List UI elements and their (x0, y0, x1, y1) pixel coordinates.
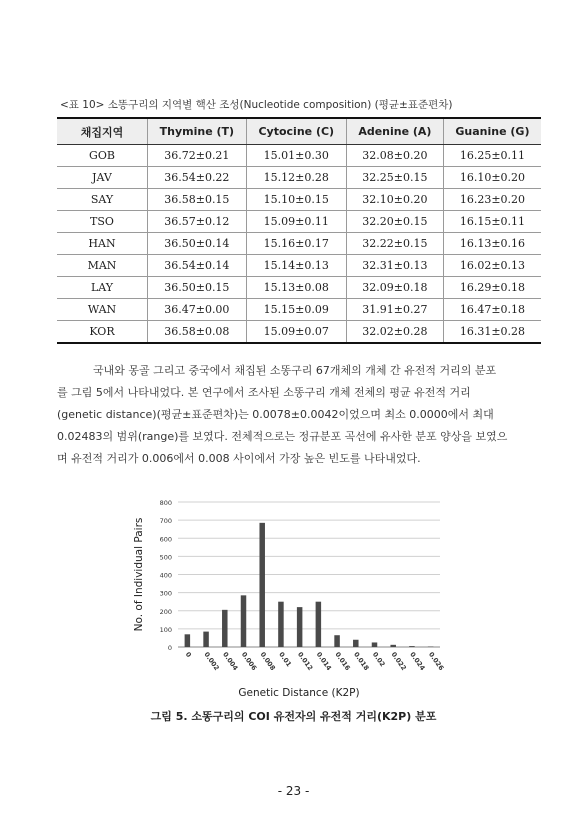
composition-cell: 16.25±0.11 (443, 145, 541, 167)
bar (409, 646, 415, 647)
region-cell: SAY (57, 189, 148, 211)
composition-cell: 36.58±0.15 (148, 189, 247, 211)
y-tick-label: 800 (159, 499, 172, 507)
composition-cell: 15.13±0.08 (246, 277, 346, 299)
paragraph-line: (genetic distance)(평균±표준편차)는 0.0078±0.0042이었으며 최소 0.0000에서 최대 (57, 408, 494, 421)
composition-cell: 36.50±0.14 (148, 233, 247, 255)
composition-cell: 16.02±0.13 (443, 255, 541, 277)
composition-cell: 36.58±0.08 (148, 321, 247, 344)
bar (334, 635, 340, 647)
bar (259, 523, 265, 647)
y-tick-label: 600 (159, 535, 172, 544)
composition-cell: 31.91±0.27 (346, 299, 443, 321)
composition-cell: 32.08±0.20 (346, 145, 443, 167)
paragraph-line: 0.02483의 범위(range)를 보였다. 전체적으로는 정규분포 곡선에 유사한 분포 양상을 보였으 (57, 430, 508, 443)
table-row (57, 233, 541, 255)
y-tick-label: 100 (159, 625, 172, 634)
table-row (57, 167, 541, 189)
genetic-distance-bar-chart (130, 490, 460, 705)
composition-cell: 36.50±0.15 (148, 277, 247, 299)
composition-cell: 15.10±0.15 (246, 189, 346, 211)
paragraph-line: 며 유전적 거리가 0.006에서 0.008 사이에서 가장 높은 빈도를 나타내었다. (57, 452, 421, 465)
region-cell: LAY (57, 277, 148, 299)
nucleotide-composition-table (57, 117, 541, 344)
table-header-cell: Cytocine (C) (246, 118, 346, 145)
table-header-cell: Thymine (T) (148, 118, 247, 145)
table-header-cell: Adenine (A) (346, 118, 443, 145)
figure-caption: 그림 5. 소똥구리의 COI 유전자의 유전적 거리(K2P) 분포 (150, 710, 437, 723)
composition-cell: 36.57±0.12 (148, 211, 247, 233)
x-tick-label: 0.018 (352, 650, 371, 672)
table-row (57, 211, 541, 233)
composition-cell: 36.72±0.21 (148, 145, 247, 167)
composition-cell: 15.15±0.09 (246, 299, 346, 321)
region-cell: MAN (57, 255, 148, 277)
x-tick-label: 0 (183, 650, 193, 659)
region-cell: GOB (57, 145, 148, 167)
y-tick-label: 500 (159, 553, 172, 562)
table-caption: <표 10> 소똥구리의 지역별 핵산 조성(Nucleotide composition) (평균±표준편차) (60, 99, 453, 111)
x-tick-label: 0.012 (296, 650, 315, 672)
y-tick-label: 200 (159, 607, 172, 616)
x-tick-label: 0.006 (239, 650, 259, 672)
composition-cell: 16.23±0.20 (443, 189, 541, 211)
region-cell: HAN (57, 233, 148, 255)
bar (278, 602, 284, 647)
composition-cell: 15.12±0.28 (246, 167, 346, 189)
composition-cell: 15.01±0.30 (246, 145, 346, 167)
bar (316, 602, 322, 647)
x-tick-label: 0.016 (333, 650, 352, 672)
region-cell: TSO (57, 211, 148, 233)
composition-cell: 16.10±0.20 (443, 167, 541, 189)
bar (297, 607, 303, 647)
x-tick-label: 0.008 (258, 650, 277, 672)
composition-cell: 16.31±0.28 (443, 321, 541, 344)
y-tick-label: 0 (167, 644, 172, 652)
composition-cell: 32.25±0.15 (346, 167, 443, 189)
composition-cell: 36.54±0.22 (148, 167, 247, 189)
bar (390, 645, 396, 647)
composition-cell: 36.54±0.14 (148, 255, 247, 277)
x-tick-label: 0.022 (389, 650, 408, 672)
body-paragraph (57, 360, 539, 470)
composition-cell: 15.09±0.07 (246, 321, 346, 344)
x-tick-label: 0.002 (202, 650, 221, 672)
composition-cell: 16.15±0.11 (443, 211, 541, 233)
composition-cell: 32.20±0.15 (346, 211, 443, 233)
table-row (57, 189, 541, 211)
table-row (57, 255, 541, 277)
table-header-cell: 채집지역 (57, 118, 148, 145)
x-tick-label: 0.026 (427, 650, 446, 672)
composition-cell: 32.22±0.15 (346, 233, 443, 255)
y-axis-title: No. of Individual Pairs (133, 517, 145, 632)
y-tick-label: 700 (159, 517, 172, 526)
bar (203, 632, 209, 647)
bar (241, 595, 247, 647)
paragraph-line: 국내와 몽골 그리고 중국에서 채집된 소똥구리 67개체의 개체 간 유전적 거리의 분포 (93, 364, 497, 377)
x-tick-label: 0.024 (408, 650, 427, 672)
region-cell: JAV (57, 167, 148, 189)
table-header-row (57, 118, 541, 145)
x-tick-label: 0.014 (314, 650, 334, 672)
composition-cell: 15.14±0.13 (246, 255, 346, 277)
paragraph-line: 를 그림 5에서 나타내었다. 본 연구에서 조사된 소똥구리 개체 전체의 평균 유전적 거리 (57, 386, 471, 399)
page-number: - 23 - (277, 784, 310, 798)
y-tick-label: 400 (159, 571, 172, 580)
bar (185, 634, 191, 647)
bar (428, 647, 434, 648)
x-tick-label: 0.004 (221, 650, 240, 672)
composition-cell: 16.29±0.18 (443, 277, 541, 299)
x-tick-label: 0.02 (370, 650, 387, 669)
composition-cell: 32.09±0.18 (346, 277, 443, 299)
composition-cell: 32.10±0.20 (346, 189, 443, 211)
composition-cell: 32.31±0.13 (346, 255, 443, 277)
table-row (57, 299, 541, 321)
table-row (57, 145, 541, 167)
bar (353, 640, 359, 647)
x-tick-label: 0.01 (277, 650, 294, 669)
composition-cell: 16.13±0.16 (443, 233, 541, 255)
x-axis-title: Genetic Distance (K2P) (238, 687, 360, 699)
bar (372, 642, 378, 647)
table-header-cell: Guanine (G) (443, 118, 541, 145)
bar (222, 610, 228, 647)
table-row (57, 321, 541, 344)
region-cell: KOR (57, 321, 148, 344)
composition-cell: 32.02±0.28 (346, 321, 443, 344)
composition-cell: 36.47±0.00 (148, 299, 247, 321)
composition-cell: 15.09±0.11 (246, 211, 346, 233)
composition-cell: 16.47±0.18 (443, 299, 541, 321)
table-row (57, 277, 541, 299)
composition-cell: 15.16±0.17 (246, 233, 346, 255)
y-tick-label: 300 (159, 589, 172, 598)
region-cell: WAN (57, 299, 148, 321)
